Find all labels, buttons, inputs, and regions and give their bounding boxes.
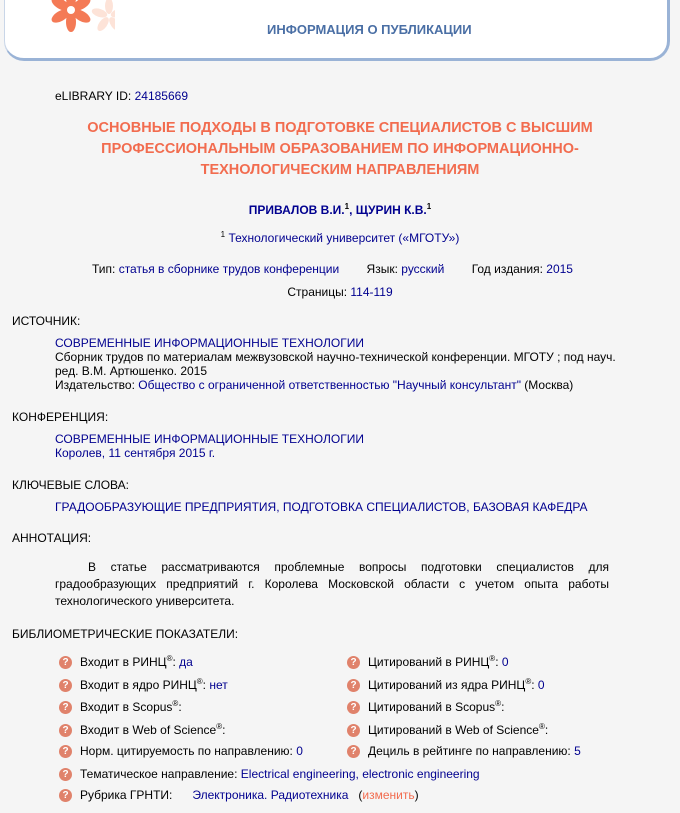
elibrary-id-value: 24185669 [134, 89, 188, 103]
grnti-rubric-row: ? Рубрика ГРНТИ: Электроника. Радиотехника (изменить) [59, 788, 419, 802]
source-heading: ИСТОЧНИК: [12, 314, 81, 328]
keyword-link[interactable]: ГРАДООБРАЗУЮЩИЕ ПРЕДПРИЯТИЯ [55, 500, 277, 514]
language-value: русский [401, 262, 445, 276]
rubric-label: Рубрика ГРНТИ: [80, 788, 173, 802]
metric-colon: : [178, 700, 182, 714]
metric-value: 0 [537, 678, 545, 692]
metric-colon: : [544, 723, 549, 737]
source-link[interactable]: СОВРЕМЕННЫЕ ИНФОРМАЦИОННЫЕ ТЕХНОЛОГИИ [55, 336, 364, 350]
help-icon[interactable]: ? [59, 724, 72, 737]
source-description: Сборник трудов по материалам межвузовской научно-технической конференции. МГОТУ ; под науч. [55, 350, 616, 364]
affiliation [0, 230, 680, 245]
metric-colon: : [531, 678, 535, 692]
metric-label: Дециль в рейтинге по направлению: [368, 744, 571, 758]
title-line: ПРОФЕССИОНАЛЬНЫМ ОБРАЗОВАНИЕМ ПО ИНФОРМАЦИОННО- [101, 141, 579, 157]
publisher-row [55, 378, 573, 392]
thematic-value[interactable]: Electrical engineering, electronic engineering [240, 767, 480, 781]
registered-mark: ® [166, 654, 173, 663]
metric-label: Входит в Scopus [80, 700, 173, 714]
metric-label: Входит в ядро РИНЦ [80, 678, 197, 692]
help-icon[interactable]: ? [59, 745, 72, 758]
help-icon[interactable]: ? [59, 789, 72, 802]
page-heading: ИНФОРМАЦИЯ О ПУБЛИКАЦИИ [267, 22, 472, 37]
keyword-link[interactable]: БАЗОВАЯ КАФЕДРА [472, 500, 588, 514]
registered-mark: ® [196, 677, 203, 686]
bibliometrics-heading: БИБЛИОМЕТРИЧЕСКИЕ ПОКАЗАТЕЛИ: [12, 627, 239, 641]
annotation-heading: АННОТАЦИЯ: [12, 531, 92, 545]
affiliation-sup: 1 [220, 230, 226, 239]
change-rubric-link[interactable]: изменить [362, 788, 415, 802]
help-icon[interactable]: ? [59, 701, 72, 714]
publisher-link[interactable]: Общество с ограниченной ответственностью "Научный консультант" [138, 378, 521, 392]
metric-rinc [59, 654, 193, 669]
metric-value: 0 [501, 655, 509, 669]
metric-scopus [59, 699, 182, 714]
help-icon[interactable]: ? [59, 768, 72, 781]
registered-mark: ® [495, 699, 502, 708]
language-label: Язык: [366, 262, 398, 276]
source-description: ред. В.М. Артюшенко. 2015 [55, 364, 208, 378]
help-icon[interactable]: ? [59, 656, 72, 669]
elibrary-id-label: eLIBRARY ID: [55, 89, 132, 103]
help-icon[interactable]: ? [347, 679, 360, 692]
conference-link[interactable]: СОВРЕМЕННЫЕ ИНФОРМАЦИОННЫЕ ТЕХНОЛОГИИ [55, 432, 364, 446]
metric-label: Цитирований в РИНЦ [368, 655, 490, 669]
metric-colon: : [222, 723, 226, 737]
metric-rinc-core [59, 677, 228, 692]
keyword-link[interactable]: ПОДГОТОВКА СПЕЦИАЛИСТОВ [282, 500, 467, 514]
metric-colon: : [172, 655, 176, 669]
metric-label: Цитирований в Scopus [368, 700, 496, 714]
thematic-direction-row [59, 767, 480, 781]
elibrary-id-row [55, 89, 188, 103]
pages-value: 114-119 [350, 285, 393, 299]
thematic-label: Тематическое направление: [80, 767, 238, 781]
metric-citations-core [347, 677, 545, 692]
metric-citations-wos [347, 722, 548, 737]
title-line: ОСНОВНЫЕ ПОДХОДЫ В ПОДГОТОВКЕ СПЕЦИАЛИСТОВ С ВЫСШИМ [87, 120, 593, 136]
annotation-text [55, 559, 609, 610]
author-affil-sup: 1 [426, 202, 432, 211]
author-link[interactable]: ПРИВАЛОВ В.И. [248, 203, 345, 217]
conference-heading: КОНФЕРЕНЦИЯ: [12, 410, 109, 424]
metric-decile [347, 744, 581, 758]
metric-value: нет [209, 678, 228, 692]
header-panel [4, 0, 670, 61]
registered-mark: ® [172, 699, 179, 708]
publication-meta-row [92, 262, 573, 276]
help-icon[interactable]: ? [347, 724, 360, 737]
publication-title [40, 118, 640, 181]
metric-label: Норм. цитируемость по направлению: [80, 744, 293, 758]
metric-value: да [179, 655, 193, 669]
year-label: Год издания: [471, 262, 543, 276]
metric-citations-scopus [347, 699, 504, 714]
metric-wos [59, 722, 225, 737]
metric-value: 5 [574, 744, 581, 758]
registered-mark: ® [216, 722, 223, 731]
metric-norm-citation [59, 744, 303, 758]
authors-row: ПРИВАЛОВ В.И.$^1$, ЩУРИН К.В.$^1$ [248, 202, 432, 217]
rubric-value[interactable]: Электроника. Радиотехника [192, 788, 349, 802]
annotation-paragraph: В статье рассматриваются проблемные вопросы подготовки специалистов для градообразующих предприятий г. Королева Московской области с учетом опыта работы технологического университета. [55, 560, 609, 608]
registered-mark: ® [489, 654, 496, 663]
help-icon[interactable]: ? [347, 656, 360, 669]
registered-mark: ® [525, 677, 532, 686]
conference-place: Королев, 11 сентября 2015 г. [55, 446, 216, 460]
metric-colon: : [202, 678, 206, 692]
metric-citations-rinc [347, 654, 509, 669]
author-link[interactable]: ЩУРИН К.В. [355, 203, 427, 217]
metric-value: 0 [296, 744, 303, 758]
flower-logo-icon [35, 0, 115, 58]
keywords-heading: КЛЮЧЕВЫЕ СЛОВА: [12, 478, 129, 492]
metric-label: Входит в Web of Science [80, 723, 217, 737]
publisher-city: (Москва) [524, 378, 574, 392]
title-line: ТЕХНОЛОГИЧЕСКИМ НАПРАВЛЕНИЯМ [200, 162, 480, 178]
help-icon[interactable]: ? [59, 679, 72, 692]
author-affil-sup: 1 [344, 202, 350, 211]
metric-colon: : [495, 655, 499, 669]
help-icon[interactable]: ? [347, 745, 360, 758]
year-value: 2015 [546, 262, 573, 276]
type-label: Тип: [92, 262, 116, 276]
keywords-list: ГРАДООБРАЗУЮЩИЕ ПРЕДПРИЯТИЯ, ПОДГОТОВКА СПЕЦИАЛИСТОВ, БАЗОВАЯ КАФЕДРА [55, 500, 588, 514]
type-value: статья в сборнике трудов конференции [118, 262, 340, 276]
help-icon[interactable]: ? [347, 701, 360, 714]
metric-label: Цитирований из ядра РИНЦ [368, 678, 526, 692]
pages-label: Страницы: [287, 285, 348, 299]
publisher-label: Издательство: [55, 378, 135, 392]
pages-row [0, 285, 680, 299]
metric-label: Цитирований в Web of Science [368, 723, 539, 737]
registered-mark: ® [538, 722, 545, 731]
metric-label: Входит в РИНЦ [80, 655, 167, 669]
affiliation-link[interactable]: Технологический университет («МГОТУ») [228, 231, 460, 245]
metric-colon: : [501, 700, 505, 714]
